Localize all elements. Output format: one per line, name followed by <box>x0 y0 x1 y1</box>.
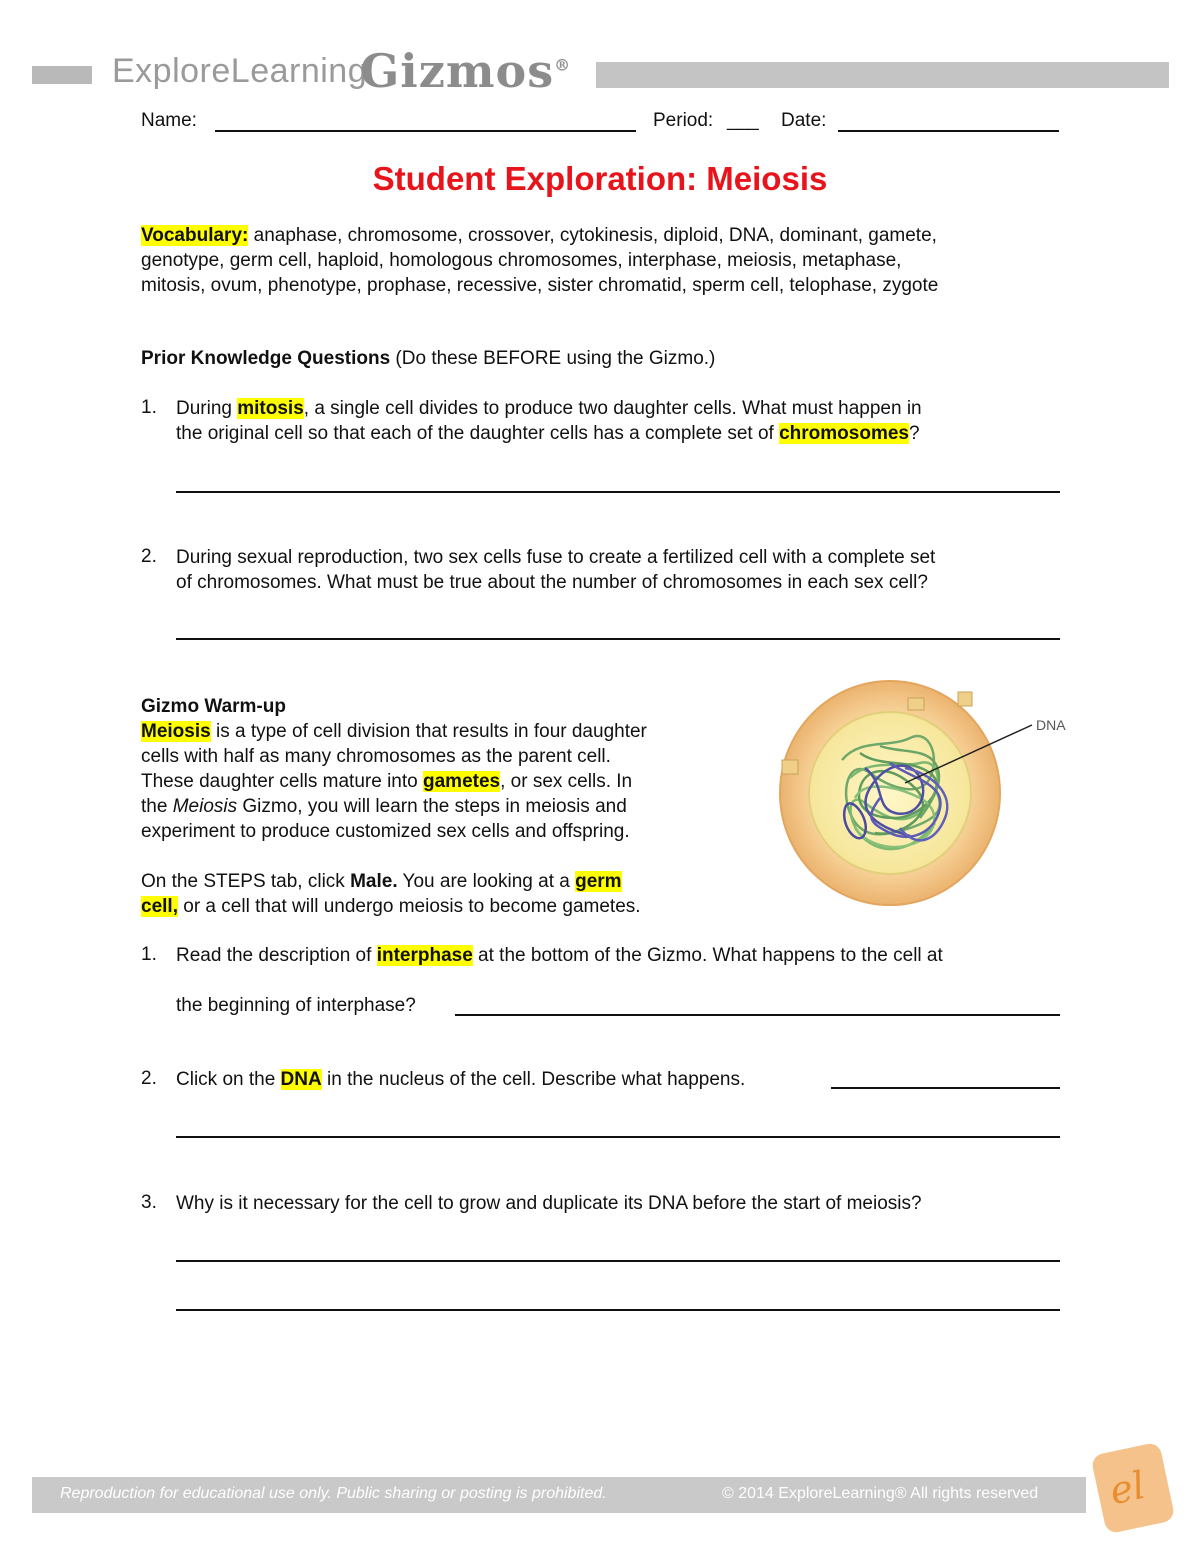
prior-heading-note: (Do these BEFORE using the Gizmo.) <box>390 348 716 369</box>
header-bar-left <box>32 66 92 84</box>
warmup-p1-e: the <box>141 796 173 817</box>
warmup-male: Male. <box>350 871 398 892</box>
warmup-q3-answer-line-2[interactable] <box>176 1309 1060 1311</box>
warmup-q2-answer-line-2[interactable] <box>176 1136 1060 1138</box>
warmup-q1-text <box>176 943 1066 968</box>
brand-gizmos <box>360 44 571 98</box>
prior-q1-part-a: During <box>176 398 238 419</box>
prior-knowledge-heading <box>141 346 715 371</box>
highlight-mitosis: mitosis <box>237 398 304 419</box>
organelle-3 <box>958 692 972 706</box>
vocabulary-line-3: mitosis, ovum, phenotype, prophase, recessive, sister chromatid, sperm cell, telophase, zygote <box>141 275 939 296</box>
brand-gizmos-text: Gizmos <box>360 44 555 98</box>
germ-cell-figure <box>770 668 1080 918</box>
warmup-heading: Gizmo Warm-up <box>141 696 286 717</box>
name-field[interactable] <box>215 130 636 132</box>
highlight-dna: DNA <box>280 1069 322 1090</box>
highlight-cell: cell, <box>141 896 178 917</box>
warmup-p2-d: or a cell that will undergo meiosis to become gametes. <box>177 896 641 917</box>
prior-q2-answer-line[interactable] <box>176 638 1060 640</box>
warmup-q3-number: 3. <box>141 1192 157 1213</box>
prior-q2-number: 2. <box>141 546 157 567</box>
organelle-1 <box>908 698 924 710</box>
header-bar-right <box>596 62 1169 88</box>
warmup-p1-g: experiment to produce customized sex cells and offspring. <box>141 821 630 842</box>
prior-q2-line-2: of chromosomes. What must be true about the number of chromosomes in each sex cell? <box>176 572 928 593</box>
highlight-meiosis: Meiosis <box>141 721 211 742</box>
brand-reg: ® <box>554 55 572 75</box>
prior-q1-answer-line[interactable] <box>176 491 1060 493</box>
highlight-interphase: interphase <box>376 945 473 966</box>
warmup-q3-answer-line-1[interactable] <box>176 1260 1060 1262</box>
warmup-q1-part-a: Read the description of <box>176 945 377 966</box>
brand-explorelearning: ExploreLearning <box>112 52 368 90</box>
footer-disclaimer: Reproduction for educational use only. Public sharing or posting is prohibited. <box>60 1485 607 1502</box>
warmup-meiosis-italic: Meiosis <box>172 796 238 817</box>
prior-q1-part-d: ? <box>908 423 920 444</box>
warmup-q2-answer-line-1[interactable] <box>831 1087 1060 1089</box>
vocabulary-label: Vocabulary: <box>141 225 249 246</box>
vocabulary-line-1: anaphase, chromosome, crossover, cytokinesis, diploid, DNA, dominant, gamete, <box>253 225 937 246</box>
prior-q1-text <box>176 396 1066 446</box>
prior-q1-part-c: the original cell so that each of the daughter cells has a complete set of <box>176 423 780 444</box>
prior-q1-number: 1. <box>141 397 157 418</box>
warmup-p1-c: These daughter cells mature into <box>141 771 423 792</box>
period-label: Period: <box>653 110 714 131</box>
highlight-gametes: gametes <box>423 771 501 792</box>
prior-q2-text <box>176 545 1066 595</box>
period-field[interactable]: ___ <box>727 110 759 131</box>
warmup-q2-part-b: in the nucleus of the cell. Describe what happens. <box>321 1069 746 1090</box>
page-title: Student Exploration: Meiosis <box>372 160 828 197</box>
prior-q1-part-b: , a single cell divides to produce two daughter cells. What must happen in <box>303 398 922 419</box>
footer-copyright: © 2014 ExploreLearning® All rights reserved <box>722 1485 1039 1502</box>
warmup-block <box>141 694 741 919</box>
highlight-chromosomes: chromosomes <box>779 423 909 444</box>
warmup-p2-a: On the STEPS tab, click <box>141 871 351 892</box>
warmup-q3-text: Why is it necessary for the cell to grow and duplicate its DNA before the start of meiosis? <box>176 1193 922 1214</box>
warmup-p2-c: You are looking at a <box>397 871 576 892</box>
date-label: Date: <box>781 110 827 131</box>
warmup-q1-part-b: at the bottom of the Gizmo. What happens to the cell at <box>472 945 943 966</box>
vocabulary-block <box>141 223 1081 298</box>
warmup-p1-f: Gizmo, you will learn the steps in meiosis and <box>237 796 627 817</box>
dna-label: DNA <box>1036 717 1066 733</box>
warmup-p1-a: is a type of cell division that results in four daughter <box>210 721 647 742</box>
warmup-p1-b: cells with half as many chromosomes as the parent cell. <box>141 746 611 767</box>
date-field[interactable] <box>838 130 1059 132</box>
prior-q2-line-1: During sexual reproduction, two sex cells fuse to create a fertilized cell with a complete set <box>176 547 936 568</box>
organelle-2 <box>782 760 798 774</box>
prior-heading-text: Prior Knowledge Questions <box>141 348 391 369</box>
warmup-q2-number: 2. <box>141 1068 157 1089</box>
warmup-q1-number: 1. <box>141 944 157 965</box>
highlight-germ: germ <box>575 871 622 892</box>
warmup-q1-part-c: the beginning of interphase? <box>176 995 416 1016</box>
explorelearning-logo-text: el <box>1105 1462 1149 1514</box>
warmup-q1-answer-line[interactable] <box>455 1014 1060 1016</box>
vocabulary-line-2: genotype, germ cell, haploid, homologous chromosomes, interphase, meiosis, metaphase, <box>141 250 902 271</box>
warmup-p1-d: , or sex cells. In <box>500 771 633 792</box>
name-label: Name: <box>141 110 197 131</box>
warmup-q2-part-a: Click on the <box>176 1069 281 1090</box>
